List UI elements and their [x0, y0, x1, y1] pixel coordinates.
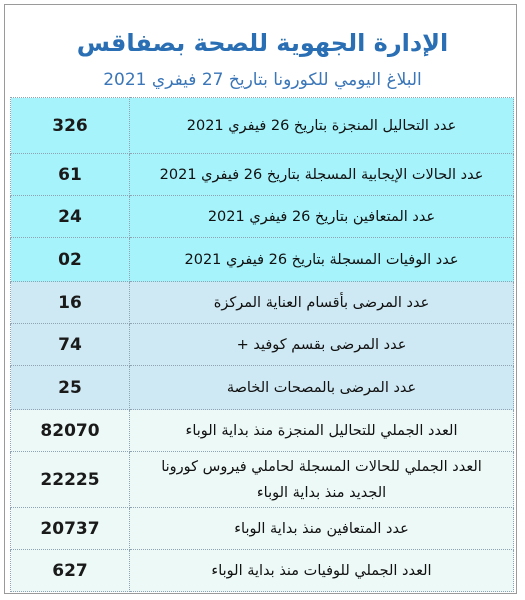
- table-row: [11, 508, 514, 550]
- stat-value: 74: [11, 324, 130, 366]
- stat-label: العدد الجملي للحالات المسجلة لحاملي فيروس كورونا الجديد منذ بداية الوباء: [130, 452, 514, 508]
- stat-label: عدد المرضى بقسم كوفيد +: [130, 324, 514, 366]
- stat-value: 22225: [11, 452, 130, 508]
- stat-value: 20737: [11, 508, 130, 550]
- table-row: [11, 196, 514, 238]
- table-row: [11, 452, 514, 508]
- table-row: [11, 282, 514, 324]
- stat-label: عدد المتعافين منذ بداية الوباء: [130, 508, 514, 550]
- table-row: [11, 98, 514, 154]
- stat-value: 25: [11, 366, 130, 410]
- table-row: [11, 366, 514, 410]
- stat-label: عدد المتعافين بتاريخ 26 فيفري 2021: [130, 196, 514, 238]
- stat-label: العدد الجملي للوفيات منذ بداية الوباء: [130, 550, 514, 592]
- table-row: [11, 410, 514, 452]
- stat-label: عدد الحالات الإيجابية المسجلة بتاريخ 26 فيفري 2021: [130, 154, 514, 196]
- table-row: [11, 324, 514, 366]
- table-row: [11, 238, 514, 282]
- stat-value: 82070: [11, 410, 130, 452]
- stat-value: 627: [11, 550, 130, 592]
- stat-label: العدد الجملي للتحاليل المنجزة منذ بداية الوباء: [130, 410, 514, 452]
- page-title: الإدارة الجهوية للصحة بصفاقس: [76, 29, 449, 57]
- bulletin-subtitle: البلاغ اليومي للكورونا بتاريخ 27 فيفري 2021: [103, 70, 422, 90]
- table-row: [11, 154, 514, 196]
- stat-value: 326: [11, 98, 130, 154]
- stat-value: 61: [11, 154, 130, 196]
- stat-value: 02: [11, 238, 130, 282]
- stat-label: عدد المرضى بالمصحات الخاصة: [130, 366, 514, 410]
- stat-label: عدد المرضى بأقسام العناية المركزة: [130, 282, 514, 324]
- stat-label: عدد التحاليل المنجزة بتاريخ 26 فيفري 2021: [130, 98, 514, 154]
- table-row: [11, 550, 514, 592]
- stat-value: 16: [11, 282, 130, 324]
- stat-value: 24: [11, 196, 130, 238]
- stat-label: عدد الوفيات المسجلة بتاريخ 26 فيفري 2021: [130, 238, 514, 282]
- stats-table: [10, 97, 514, 592]
